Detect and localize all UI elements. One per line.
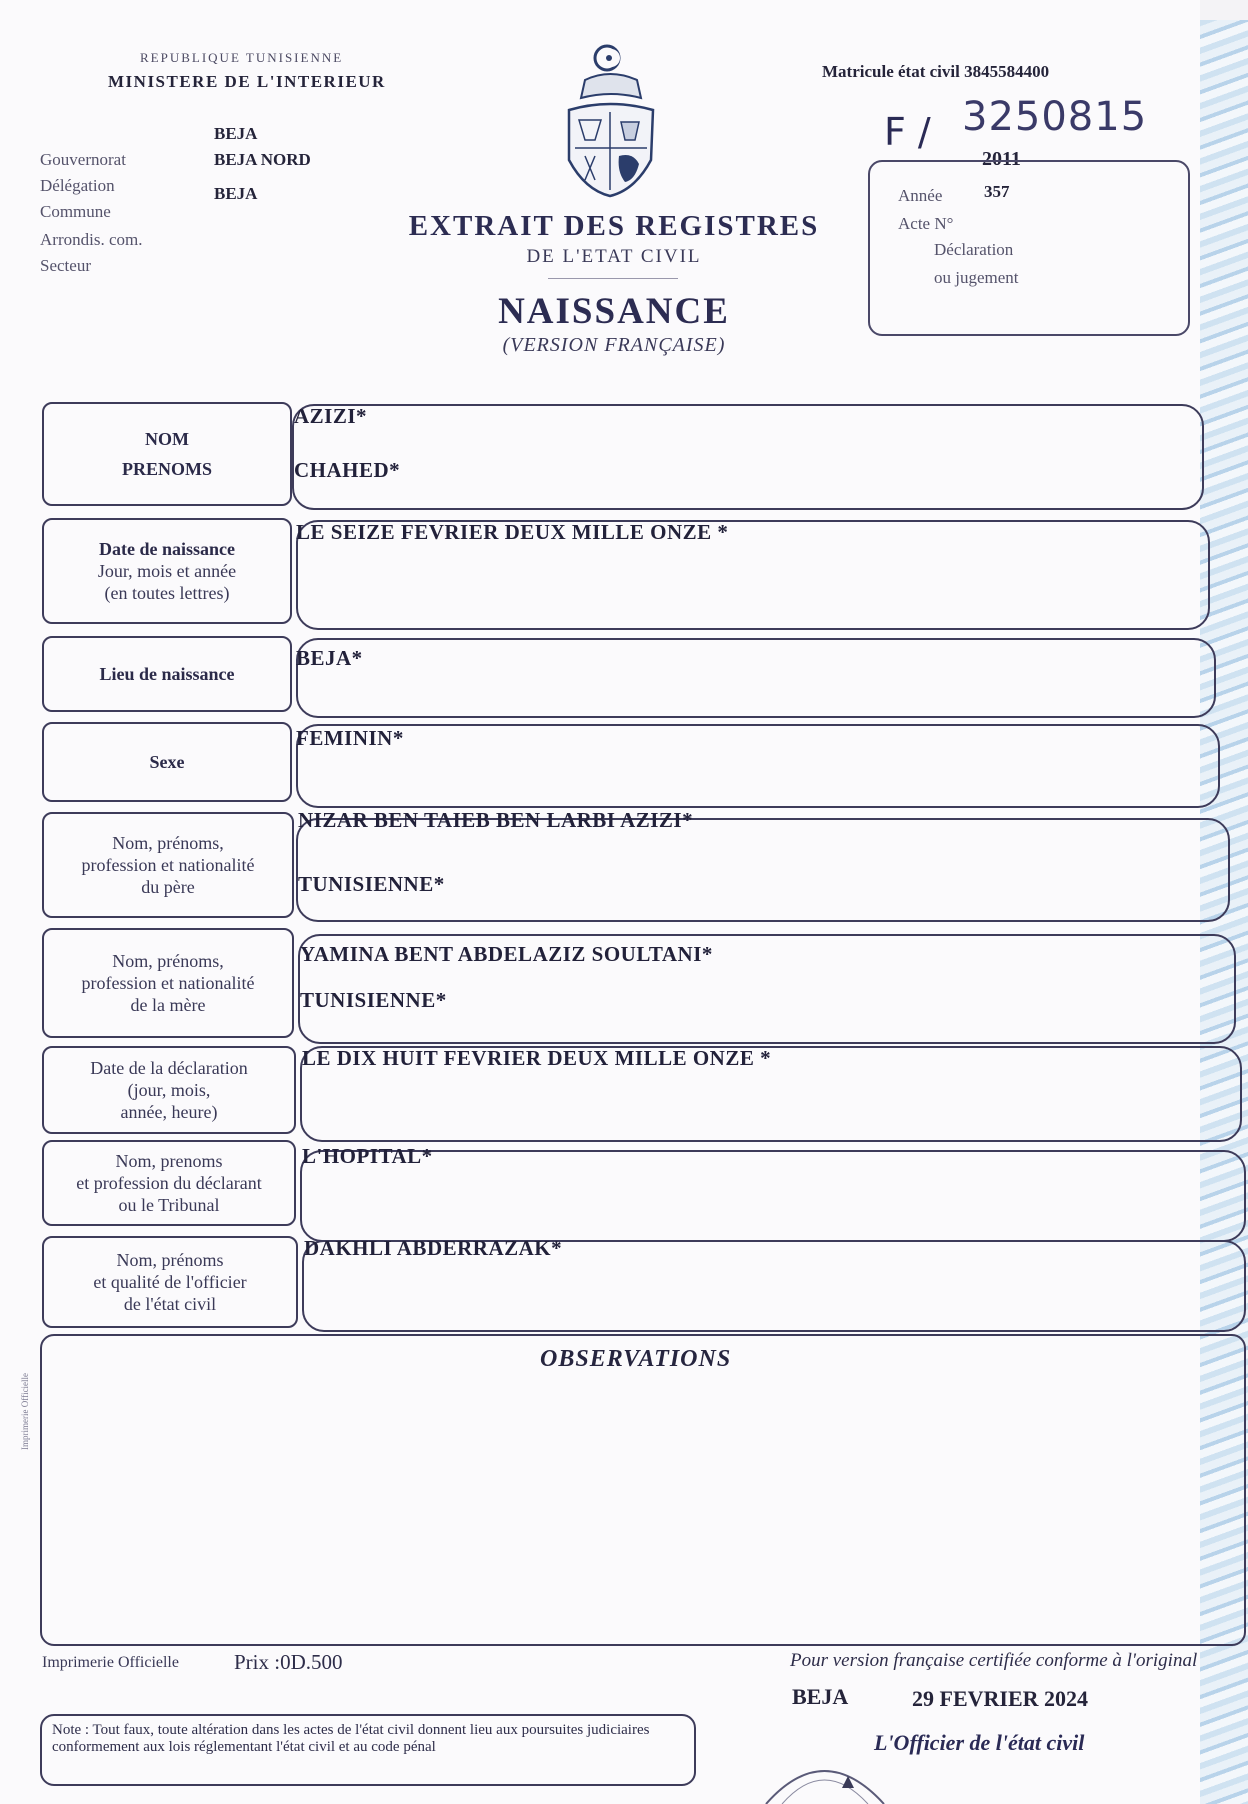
label-date-declaration	[42, 1046, 296, 1134]
declaration-label: Déclaration	[934, 240, 1014, 259]
label-nom: NOM	[145, 429, 189, 449]
document-title: EXTRAIT DES REGISTRES	[408, 210, 820, 242]
legal-note-box	[40, 1714, 696, 1786]
acte-label: Acte N°	[898, 214, 954, 233]
document-version: (VERSION FRANÇAISE)	[502, 334, 726, 356]
label-date-naissance-sub1: Jour, mois et année	[97, 561, 237, 581]
registration-year: 2011	[982, 148, 1021, 170]
label-date-naissance-title: Date de naissance	[99, 539, 235, 559]
label-officier-line1: Nom, prénoms	[116, 1250, 224, 1270]
label-officier	[42, 1236, 298, 1328]
value-date-declaration: LE DIX HUIT FEVRIER DEUX MILLE ONZE *	[302, 1046, 772, 1070]
value-mere-nom: YAMINA BENT ABDELAZIZ SOULTANI*	[300, 942, 713, 966]
document-subtitle: DE L'ETAT CIVIL	[526, 246, 702, 267]
label-declaration-line1: Date de la déclaration	[90, 1058, 248, 1078]
label-mere-line1: Nom, prénoms,	[112, 951, 224, 971]
value-declarant: L'HOPITAL*	[302, 1144, 433, 1168]
acte-number: 357	[984, 182, 1010, 201]
label-officier-line2: et qualité de l'officier	[93, 1272, 247, 1292]
republic-heading: REPUBLIQUE TUNISIENNE	[140, 50, 344, 65]
commune-value: BEJA	[214, 184, 258, 203]
observations-box	[40, 1334, 1246, 1646]
price-text: Prix :0D.500	[234, 1650, 343, 1674]
label-declarant-line1: Nom, prenoms	[115, 1151, 223, 1171]
value-pere-nationalite: TUNISIENNE*	[298, 872, 445, 896]
label-declarant-line3: ou le Tribunal	[118, 1195, 220, 1215]
value-officier: DAKHLI ABDERRAZAK*	[304, 1236, 563, 1260]
annee-label: Année	[898, 186, 943, 205]
label-mere	[42, 928, 294, 1038]
label-officier-line3: de l'état civil	[123, 1294, 217, 1314]
gouvernorat-value: BEJA	[214, 124, 258, 143]
label-pere-line1: Nom, prénoms,	[112, 833, 224, 853]
officer-signature-title: L'Officier de l'état civil	[874, 1730, 1085, 1755]
value-nom: AZIZI*	[294, 404, 368, 428]
field-box-sexe	[296, 724, 1220, 808]
label-declaration-line2: (jour, mois,	[127, 1080, 211, 1100]
label-pere	[42, 812, 294, 918]
coat-of-arms-emblem	[555, 40, 665, 200]
label-date-naissance	[42, 518, 292, 624]
value-date-naissance: LE SEIZE FEVRIER DEUX MILLE ONZE *	[296, 520, 729, 544]
label-declarant	[42, 1140, 296, 1226]
observations-title: OBSERVATIONS	[540, 1346, 732, 1372]
label-pere-line3: du père	[141, 877, 195, 897]
value-sexe: FEMININ*	[296, 726, 404, 750]
label-declaration-line3: année, heure)	[120, 1102, 218, 1122]
official-stamp	[760, 1748, 890, 1804]
document-type: NAISSANCE	[498, 291, 730, 332]
jugement-label: ou jugement	[934, 268, 1019, 287]
certification-text: Pour version française certifiée conforme à l'original	[790, 1650, 1198, 1671]
label-pere-line2: profession et nationalité	[81, 855, 255, 875]
ministry-heading: MINISTERE DE L'INTERIEUR	[108, 72, 386, 91]
delegation-value: BEJA NORD	[214, 150, 311, 169]
value-mere-nationalite: TUNISIENNE*	[300, 988, 447, 1012]
arrondissement-label: Arrondis. com.	[40, 230, 143, 249]
field-box-lieu	[296, 638, 1216, 718]
serial-number: 3250815	[962, 94, 1148, 140]
label-sexe-text: Sexe	[149, 752, 185, 772]
value-pere-nom: NIZAR BEN TAIEB BEN LARBI AZIZI*	[298, 808, 694, 832]
commune-label: Commune	[40, 202, 111, 221]
delegation-label: Délégation	[40, 176, 115, 195]
field-box-declarant	[300, 1150, 1246, 1242]
label-date-naissance-sub2: (en toutes lettres)	[104, 583, 230, 603]
secteur-label: Secteur	[40, 256, 91, 275]
label-lieu-naissance	[42, 636, 292, 712]
field-box-pere	[296, 818, 1230, 922]
value-lieu-naissance: BEJA*	[296, 646, 363, 670]
gouvernorat-label: Gouvernorat	[40, 150, 126, 169]
side-printer-note: Imprimerie Officielle	[20, 1372, 30, 1450]
title-divider	[548, 278, 678, 279]
label-sexe	[42, 722, 292, 802]
issue-date: 29 FEVRIER 2024	[912, 1686, 1089, 1711]
label-lieu-text: Lieu de naissance	[99, 664, 235, 684]
printer-name: Imprimerie Officielle	[42, 1654, 179, 1671]
label-prenoms: PRENOMS	[122, 459, 212, 479]
issue-place: BEJA	[792, 1684, 849, 1709]
legal-note-text: Note : Tout faux, toute altération dans les actes de l'état civil donnent lieu aux poursuites judiciaires conformement aux lois réglementant l'état civil et au code pénal	[52, 1722, 650, 1755]
matricule-text: Matricule état civil 3845584400	[822, 62, 1050, 81]
serial-prefix: F /	[884, 110, 931, 154]
label-nom-prenoms	[42, 402, 292, 506]
label-declarant-line2: et profession du déclarant	[76, 1173, 262, 1193]
label-mere-line3: de la mère	[130, 995, 206, 1015]
value-prenoms: CHAHED*	[294, 458, 401, 482]
label-mere-line2: profession et nationalité	[81, 973, 255, 993]
field-box-nom	[292, 404, 1204, 510]
